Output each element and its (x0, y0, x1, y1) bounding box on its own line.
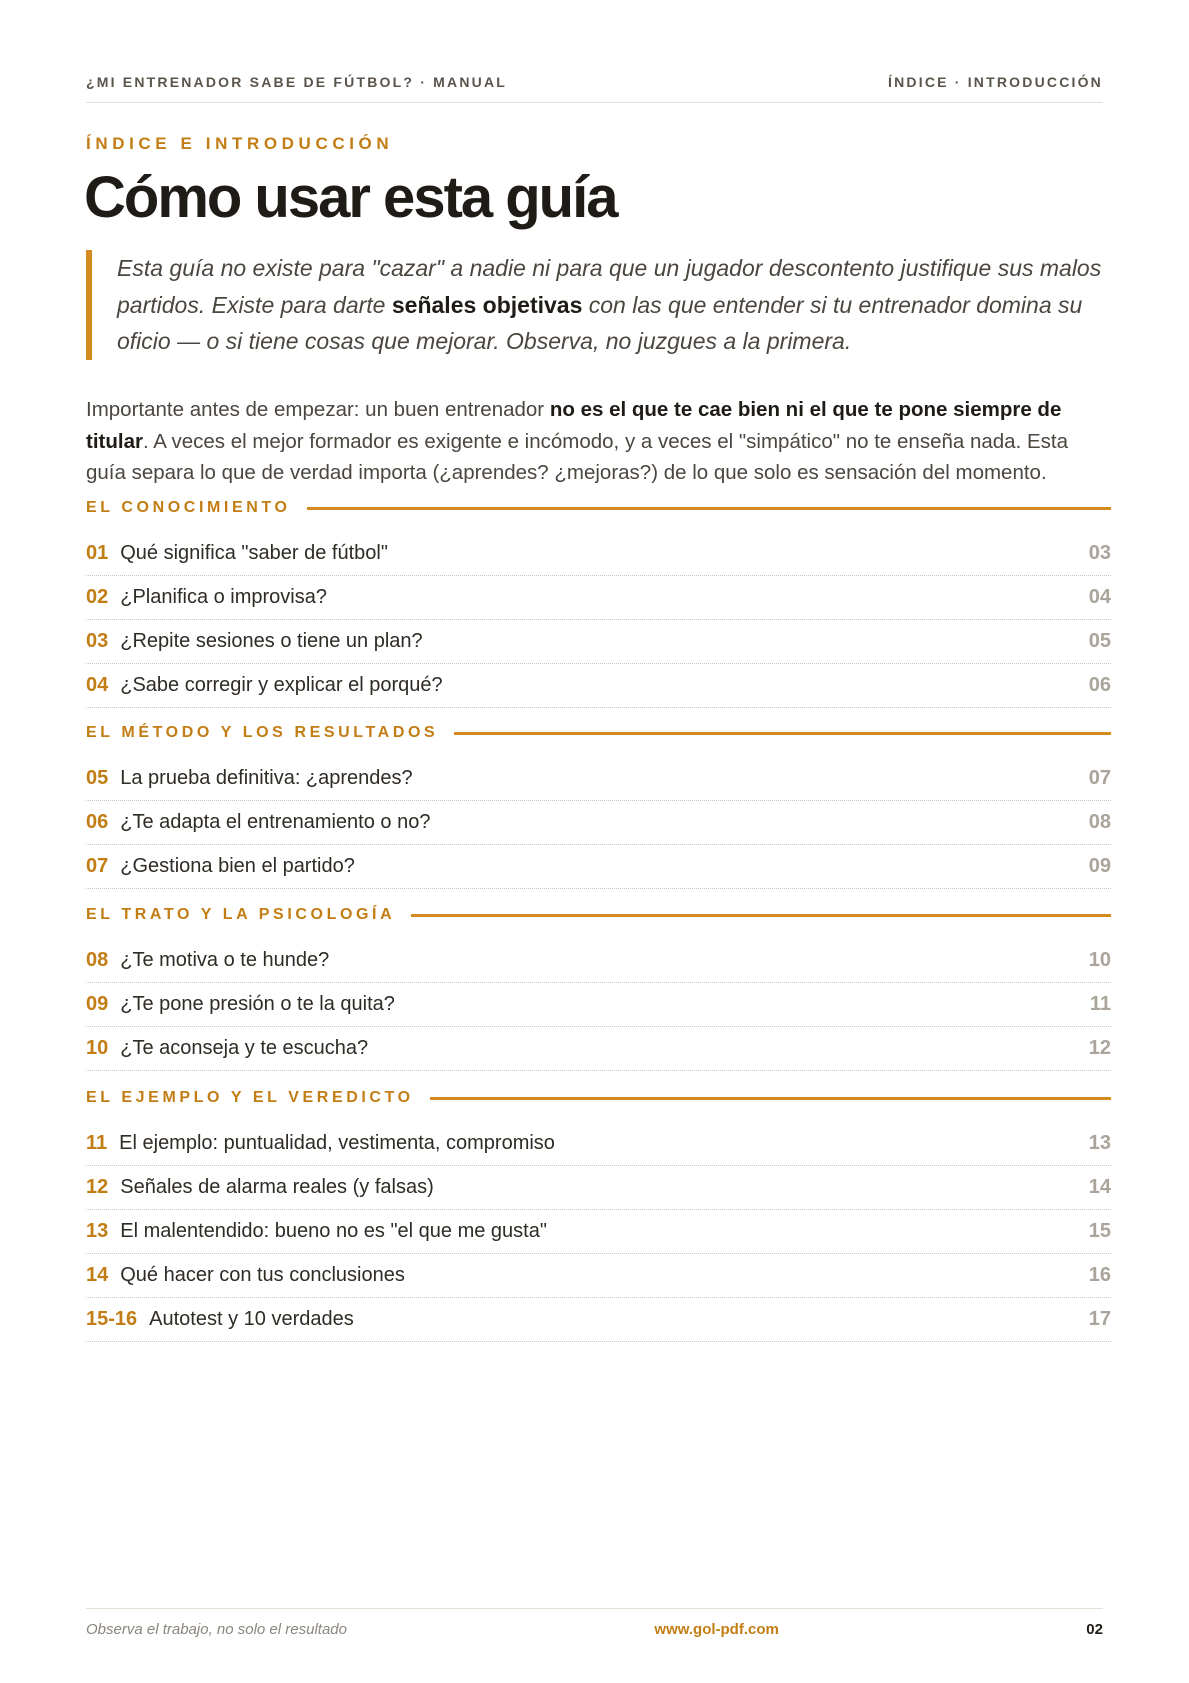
toc-row[interactable] (86, 1166, 1111, 1210)
toc-number: 11 (86, 1132, 108, 1154)
page-number: 02 (1086, 1621, 1103, 1638)
toc-number: 09 (86, 993, 109, 1015)
header-doc-title: ¿MI ENTRENADOR SABE DE FÚTBOL? · MANUAL (86, 74, 508, 90)
toc-section-conocimiento (86, 496, 1111, 708)
toc-section-trato (86, 903, 1111, 1071)
toc-page: 05 (1088, 630, 1111, 652)
toc-row[interactable] (86, 939, 1111, 983)
toc-section-label: EL CONOCIMIENTO (86, 499, 291, 516)
toc-number: 02 (86, 586, 109, 608)
quote-bold: señales objetivas (391, 291, 583, 318)
toc-row[interactable] (86, 1027, 1111, 1071)
toc-label: Autotest y 10 verdades (149, 1308, 354, 1330)
toc-page: 14 (1088, 1176, 1111, 1198)
lead-quote (86, 250, 1127, 360)
toc-label: Qué significa "saber de fútbol" (120, 542, 388, 564)
toc-label: ¿Gestiona bien el partido? (120, 855, 355, 877)
section-divider (411, 914, 1111, 917)
toc-label: ¿Te motiva o te hunde? (120, 949, 330, 971)
toc-section-header (86, 496, 1111, 520)
toc-row[interactable] (86, 845, 1111, 889)
page-footer (86, 1608, 1103, 1638)
toc-row[interactable] (86, 1254, 1111, 1298)
toc-label: ¿Repite sesiones o tiene un plan? (120, 630, 423, 652)
toc-number: 01 (86, 542, 109, 564)
toc-page: 10 (1088, 949, 1111, 971)
toc-page: 16 (1088, 1264, 1111, 1286)
section-divider (430, 1097, 1111, 1100)
toc-number: 04 (86, 674, 109, 696)
toc-section-ejemplo (86, 1086, 1111, 1342)
toc-number: 10 (86, 1037, 109, 1059)
toc-row[interactable] (86, 620, 1111, 664)
toc-row[interactable] (86, 1298, 1111, 1342)
toc-number: 03 (86, 630, 109, 652)
toc-row[interactable] (86, 801, 1111, 845)
toc-page: 11 (1089, 993, 1111, 1015)
toc-row[interactable] (86, 983, 1111, 1027)
toc-section-metodo (86, 721, 1111, 889)
toc-label: Señales de alarma reales (y falsas) (120, 1176, 434, 1198)
toc-label: El ejemplo: puntualidad, vestimenta, compromiso (119, 1132, 555, 1154)
toc-row[interactable] (86, 1210, 1111, 1254)
footer-website-link[interactable]: www.gol-pdf.com (654, 1621, 779, 1638)
toc-number: 07 (86, 855, 109, 877)
toc-number: 14 (86, 1264, 109, 1286)
toc-label: ¿Te pone presión o te la quita? (120, 993, 395, 1015)
toc-page: 15 (1088, 1220, 1111, 1242)
toc-page: 12 (1088, 1037, 1111, 1059)
toc-label: ¿Te aconseja y te escucha? (120, 1037, 369, 1059)
toc-section-label: EL EJEMPLO Y EL VEREDICTO (86, 1089, 414, 1106)
toc-section-header (86, 903, 1111, 927)
toc-row[interactable] (86, 532, 1111, 576)
footer-tagline: Observa el trabajo, no solo el resultado (86, 1621, 347, 1638)
toc-page: 06 (1088, 674, 1111, 696)
toc-number: 08 (86, 949, 109, 971)
toc-label: La prueba definitiva: ¿aprendes? (120, 767, 413, 789)
toc-page: 09 (1088, 855, 1111, 877)
toc-page: 08 (1088, 811, 1111, 833)
toc-page: 04 (1088, 586, 1111, 608)
running-header (86, 74, 1103, 103)
quote-text-2: con las que entender si tu entrenador domina su oficio — o si tiene cosas que mejorar. Observa, no juzgues a la primera. (117, 291, 1083, 354)
toc-label: El malentendido: bueno no es "el que me gusta" (120, 1220, 547, 1242)
intro-paragraph (86, 394, 1111, 489)
toc-label: Qué hacer con tus conclusiones (120, 1264, 405, 1286)
toc-row[interactable] (86, 664, 1111, 708)
intro-bold: no es el que te cae bien ni el que te pone siempre de titular (86, 398, 1062, 453)
toc-number: 05 (86, 767, 109, 789)
toc-row[interactable] (86, 1122, 1111, 1166)
toc-section-header (86, 1086, 1111, 1110)
toc-page: 13 (1088, 1132, 1111, 1154)
section-divider (454, 732, 1111, 735)
toc-page: 03 (1088, 542, 1111, 564)
toc-page: 07 (1088, 767, 1111, 789)
toc-page: 17 (1088, 1308, 1111, 1330)
toc-number: 06 (86, 811, 109, 833)
toc-section-header (86, 721, 1111, 745)
toc-label: ¿Sabe corregir y explicar el porqué? (120, 674, 443, 696)
toc-label: ¿Planifica o improvisa? (120, 586, 327, 608)
toc-section-label: EL MÉTODO Y LOS RESULTADOS (86, 724, 439, 741)
toc-row[interactable] (86, 576, 1111, 620)
intro-text-1: Importante antes de empezar: un buen entrenador (86, 398, 550, 421)
page-title: Cómo usar esta guía (84, 165, 617, 230)
toc-number: 15-16 (86, 1308, 138, 1330)
toc-number: 12 (86, 1176, 109, 1198)
section-divider (307, 507, 1111, 510)
toc-label: ¿Te adapta el entrenamiento o no? (120, 811, 431, 833)
toc-number: 13 (86, 1220, 109, 1242)
intro-text-2: . A veces el mejor formador es exigente e incómodo, y a veces el "simpático" no te enseña nada. Esta guía separa lo que de verdad importa (¿aprendes? ¿mejoras?) de lo que solo es sensación del momento. (86, 429, 1068, 484)
header-section: ÍNDICE · INTRODUCCIÓN (888, 74, 1103, 90)
quote-text-1: Esta guía no existe para "cazar" a nadie ni para que un jugador descontento justifique sus malos partidos. Existe para darte (117, 255, 1102, 318)
section-kicker: ÍNDICE E INTRODUCCIÓN (86, 134, 394, 153)
toc-section-label: EL TRATO Y LA PSICOLOGÍA (86, 906, 396, 923)
toc-row[interactable] (86, 757, 1111, 801)
